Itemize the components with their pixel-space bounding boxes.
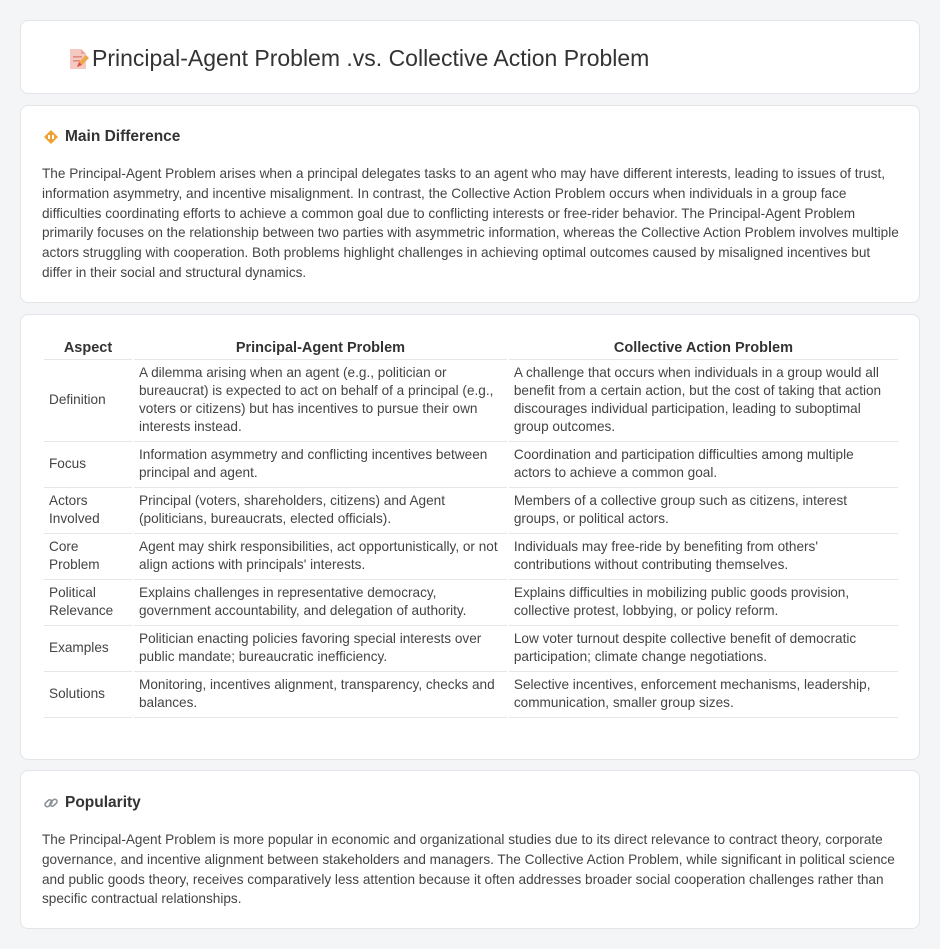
principal-agent-cell: A dilemma arising when an agent (e.g., politician or bureaucrat) is expected to act on behalf of a principal (e.g., voters or citizens) but has incentives to pursue their own interests instead. xyxy=(134,360,507,442)
table-row xyxy=(44,488,898,534)
principal-agent-cell: Agent may shirk responsibilities, act opportunistically, or not align actions with principals' interests. xyxy=(134,534,507,580)
comparison-table xyxy=(42,335,900,718)
column-header-principal-agent: Principal-Agent Problem xyxy=(134,335,507,360)
column-header-collective-action: Collective Action Problem xyxy=(509,335,898,360)
popularity-text: The Principal-Agent Problem is more popular in economic and organizational studies due to its direct relevance to contract theory, corporate governance, and incentive alignment between stakeholders and managers. The Collective Action Problem, while significant in political science and public goods theory, receives comparatively less attention because it often addresses broader social cooperation challenges rather than specific contractual relationships. xyxy=(42,832,895,907)
main-difference-card xyxy=(20,105,920,303)
aspect-cell: Definition xyxy=(44,360,132,442)
collective-action-cell: Selective incentives, enforcement mechanisms, leadership, communication, smaller group sizes. xyxy=(509,672,898,718)
table-row xyxy=(44,626,898,672)
table-row xyxy=(44,672,898,718)
link-icon xyxy=(43,795,59,811)
collective-action-cell: Individuals may free-ride by benefiting from others' contributions without contributing themselves. xyxy=(509,534,898,580)
collective-action-cell: A challenge that occurs when individuals in a group would all benefit from a certain action, but the cost of taking that action discourages individual participation, leading to suboptimal group outcomes. xyxy=(509,360,898,442)
page-title: Principal-Agent Problem .vs. Collective Action Problem xyxy=(92,45,650,71)
aspect-cell: Solutions xyxy=(44,672,132,718)
collective-action-cell: Members of a collective group such as citizens, interest groups, or political actors. xyxy=(509,488,898,534)
principal-agent-cell: Explains challenges in representative democracy, government accountability, and delegation of authority. xyxy=(134,580,507,626)
collective-action-cell: Low voter turnout despite collective benefit of democratic participation; climate change negotiations. xyxy=(509,626,898,672)
principal-agent-cell: Information asymmetry and conflicting incentives between principal and agent. xyxy=(134,442,507,488)
principal-agent-cell: Principal (voters, shareholders, citizens) and Agent (politicians, bureaucrats, elected officials). xyxy=(134,488,507,534)
principal-agent-cell: Politician enacting policies favoring special interests over public mandate; bureaucratic inefficiency. xyxy=(134,626,507,672)
main-difference-text: The Principal-Agent Problem arises when a principal delegates tasks to an agent who may have different interests, leading to issues of trust, information asymmetry, and incentive misalignment. In contrast, the Collective Action Problem occurs when individuals in a group face difficulties coordinating efforts to achieve a common goal due to conflicting interests or free-rider behavior. The Principal-Agent Problem primarily focuses on the relationship between two parties with asymmetric information, whereas the Collective Action Problem involves multiple actors struggling with cooperation. Both problems highlight challenges in achieving optimal outcomes caused by misaligned incentives but differ in their social and structural dynamics. xyxy=(42,166,899,280)
principal-agent-cell: Monitoring, incentives alignment, transparency, checks and balances. xyxy=(134,672,507,718)
column-header-aspect: Aspect xyxy=(44,335,132,360)
table-row xyxy=(44,442,898,488)
table-row xyxy=(44,360,898,442)
aspect-cell: Actors Involved xyxy=(44,488,132,534)
popularity-heading: Popularity xyxy=(65,794,141,811)
title-card xyxy=(20,20,920,94)
aspect-cell: Focus xyxy=(44,442,132,488)
document-edit-icon xyxy=(65,46,91,72)
table-header-row xyxy=(44,335,898,360)
collective-action-cell: Explains difficulties in mobilizing public goods provision, collective protest, lobbying, or policy reform. xyxy=(509,580,898,626)
diamond-signal-icon xyxy=(43,129,59,145)
aspect-cell: Political Relevance xyxy=(44,580,132,626)
table-row xyxy=(44,580,898,626)
aspect-cell: Core Problem xyxy=(44,534,132,580)
main-difference-header xyxy=(43,126,180,148)
collective-action-cell: Coordination and participation difficulties among multiple actors to achieve a common goal. xyxy=(509,442,898,488)
comparison-table-card xyxy=(20,314,920,760)
table-row xyxy=(44,534,898,580)
popularity-header xyxy=(43,792,141,814)
popularity-card xyxy=(20,770,920,929)
aspect-cell: Examples xyxy=(44,626,132,672)
main-difference-heading: Main Difference xyxy=(65,128,181,145)
